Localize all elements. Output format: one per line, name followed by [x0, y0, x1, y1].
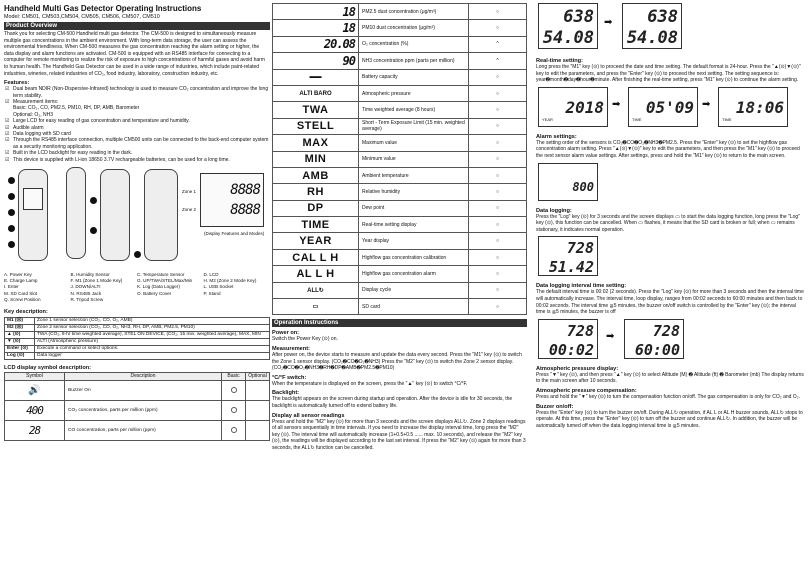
symbol-description: Real-time setting display — [359, 217, 469, 233]
feature-7: ☑ Built in the LCD backlight for easy reading in the dark. — [4, 150, 270, 156]
table-row — [273, 233, 527, 249]
legend-item: N. RS485 Jack — [70, 290, 102, 296]
key-description: Execute a command or select options. — [35, 346, 270, 353]
symbol-glyph: STELL — [296, 120, 335, 133]
feature-4: ☑ Audible alarm — [4, 125, 270, 131]
callout-dot — [8, 193, 15, 200]
symbol-cell — [273, 69, 359, 85]
column-2 — [272, 0, 527, 561]
symbol-description: Highflow gas concentration alarm — [359, 266, 469, 282]
table-row — [5, 325, 270, 332]
symbol-glyph: ALTI BARO — [299, 90, 332, 97]
optional-col-header: Optional — [246, 373, 270, 381]
symbol-glyph: YEAR — [299, 235, 332, 248]
lcd-screen — [538, 236, 598, 276]
table-row — [273, 85, 527, 101]
co-symbol — [5, 421, 65, 441]
symbol-description: NH3 concentration ppm (parts per million) — [359, 53, 469, 69]
lcd-value-top: 638 — [647, 7, 678, 27]
symbol-glyph: 18 — [342, 4, 355, 19]
lcd-value-bottom: 51.42 — [548, 258, 594, 277]
zone2-label: Zone 2 — [182, 207, 197, 213]
co-digits: 28 — [28, 424, 41, 438]
callout-dot — [8, 241, 15, 248]
symbol-glyph: AMB — [302, 169, 329, 182]
device-back — [100, 169, 130, 261]
comp-heading: Atmospheric pressure compensation: — [536, 387, 637, 394]
legend-item: I. Enter — [4, 284, 19, 290]
table-row — [5, 339, 270, 346]
key-name: M1 (Ⓜ) — [5, 318, 35, 325]
power-text: Switch the Power Key (⊙) on. — [272, 336, 338, 343]
symbol-glyph: TIME — [301, 218, 330, 231]
date-value: 05'09 — [645, 97, 694, 117]
legend-item: B. Humidity Sensor — [70, 272, 110, 278]
basic-check: ○ — [469, 184, 527, 200]
row-desc: CO₂ concentration, parts per million (ppm) — [65, 401, 222, 421]
row-desc: Buzzer On — [65, 381, 222, 401]
symbol-cell — [273, 135, 359, 151]
arrow-right-icon: ➡ — [612, 98, 621, 110]
measurement-text: After power on, the device starts to measure and update the data every second. Press the "M1" key (⊙) to switch the Zone 1 sensor display. (CO₂➋CO➋O₂➋NH3) Press the "M2" key (⊙) to switch the Zone 2 sensor display. (CO₂➋CO➋O₂➋NH3➋RH➋DP➋AMB➋PM2.5➋PM10) — [272, 352, 522, 372]
symbol-glyph: 20.08 — [323, 37, 355, 52]
lcd-screen — [622, 3, 682, 49]
table-row — [273, 184, 527, 200]
zone1-label: Zone 1 — [182, 189, 197, 195]
device-front — [18, 169, 48, 261]
realtime-text: Long press the "M1" key (⊙) to proceed the date and time setting. The default format is 24-hour. Press the "▲(⊙)▼(⊙)" key to edit the parameters, and press the "Enter" key (⊙) to proceed the next setting. The setting sequence is: year➋month➋day➋hour➋minute. After finishing the real-time setting, press "M1" key (⊙) to continue the alarm setting. — [536, 64, 801, 84]
basic-check — [222, 401, 246, 421]
legend-item: F. M1 (Zone 1 Mode Key) — [70, 278, 123, 284]
legend-item: E. Charge Lamp — [4, 278, 38, 284]
feature-5: ☑ Data logging with SD card — [4, 131, 270, 137]
lcd-value-top: 638 — [563, 7, 594, 27]
alarm-heading: Alarm settings: — [536, 133, 577, 140]
optional-cell — [246, 401, 270, 421]
symbol-glyph: TWA — [302, 104, 329, 117]
table-row — [5, 318, 270, 325]
comp-text: Press and hold the "▼" key (⊙) to turn the compensation function on/off. The gas compensation is only for CO₂ and O₂. — [536, 393, 801, 400]
symbol-cell — [273, 217, 359, 233]
feature-2: ☑ Measurement items: — [4, 99, 270, 105]
basic-check: ○ — [469, 282, 527, 298]
basic-check: ○ — [469, 85, 527, 101]
main-screen-pair — [536, 3, 806, 55]
alarm-value: 800 — [572, 179, 594, 194]
symbol-description: Maximum value — [359, 135, 469, 151]
table-row — [273, 249, 527, 265]
atm-text: Press "▼" key (⊙), and then press "▲" key (⊙) to select Altitude (M) ➋ Altitude (ft) ➋ Barometer (mb) The display returns to the main screen after 10 seconds. — [536, 371, 804, 385]
symbol-glyph: MAX — [302, 136, 329, 149]
legend-item: J. DOWN/ALTI — [70, 284, 101, 290]
symbol-description: Highflow gas concentration calibration — [359, 249, 469, 265]
symbol-glyph: AL L H — [296, 267, 335, 280]
legend-item: R. Tripod Screw — [70, 296, 104, 302]
table-row — [273, 102, 527, 118]
lcd-demo-digits-2: 8888 — [230, 202, 260, 219]
year-value: 2018 — [565, 97, 604, 117]
legend-item — [204, 297, 271, 303]
symbol-cell — [273, 184, 359, 200]
table-row — [273, 69, 527, 85]
symbol-description: Display cycle — [359, 282, 469, 298]
symbol-glyph: ▭ — [312, 304, 319, 311]
datalog-screen — [536, 236, 806, 280]
symbol-glyph: MIN — [304, 153, 327, 166]
lcd-value-bottom: 00:02 — [548, 340, 594, 359]
key-description: ALTI (Atmospheric pressure) — [35, 339, 270, 346]
feature-3: ☑ Large LCD for easy reading of gas concentration and temperature and humidity. — [4, 118, 270, 124]
table-row — [5, 332, 270, 339]
datalog-heading: Data logging: — [536, 207, 572, 214]
realtime-screens — [536, 87, 806, 131]
symbol-cell — [273, 249, 359, 265]
table-row — [5, 381, 270, 401]
key-table — [4, 317, 270, 360]
time-value: 18:06 — [735, 97, 784, 117]
feature-6: ☑ Through the RS485 interface connection, multiple CM500 units can be connected to the back-end computer system as a security monitoring application. — [4, 137, 270, 150]
optional-cell — [246, 381, 270, 401]
key-description: Zone 2 sensor selection (CO₂, CO, O₂, NH3, RH, DP, AMB, PM2.5, PM10) — [35, 325, 270, 332]
symbol-cell — [273, 118, 359, 134]
features-heading: Features: — [4, 80, 30, 87]
table-row — [273, 151, 527, 167]
backlight-text: The backlight appears on the screen during startup and operation. After the device is idle for 30 seconds, the backlight is automatically turned off to extend battery life. — [272, 396, 513, 409]
desc-col-header: Description — [65, 373, 222, 381]
symbol-description: Short - Term Exposure Limit (15 min. weighted average) — [359, 118, 469, 134]
symbol-cell — [273, 299, 359, 315]
basic-check: ○ — [469, 266, 527, 282]
basic-check: ○ — [469, 299, 527, 315]
callout-dot — [8, 177, 15, 184]
optional-mark: ^ — [469, 36, 527, 52]
arrow-right-icon: ➡ — [606, 330, 615, 342]
basic-check: ○ — [469, 135, 527, 151]
legend-item: M. SD Card Slot — [4, 290, 38, 296]
row-desc: CO concentration, parts per million (ppm) — [65, 421, 222, 441]
basic-check: ○ — [469, 102, 527, 118]
basic-check: ○ — [469, 69, 527, 85]
table-row — [273, 282, 527, 298]
callout-dot — [8, 225, 15, 232]
time-label: TIME — [722, 116, 732, 122]
basic-check: ○ — [469, 249, 527, 265]
interval-text: The default interval time is 00:02 (2 seconds). Press the "Log" key (⊙) for more than 3 seconds and then the interval time will automatically increase. The interval time, loop display, ranges from 00:02 seconds to 60:00 minutes and then back to 00:02 seconds. The interval time ≦5 minutes, the buzzer on/off switch is controlled by the "Enter" key (⊙); the interval time is ≧5 minutes, the buzzer is off — [536, 289, 804, 316]
symbol-cell — [273, 233, 359, 249]
symbol-cell — [273, 53, 359, 69]
feature-2a: Basic: CO₂, CO, PM2.5, PM10, RH, DP, AMB, Barometer — [13, 105, 140, 112]
backlight-heading: Backlight: — [272, 390, 300, 397]
optional-cell — [246, 421, 270, 441]
callout-dot — [134, 251, 141, 258]
lcd-value-top: 728 — [566, 321, 594, 340]
basic-check: ○ — [469, 4, 527, 20]
symbol-description: SD card — [359, 299, 469, 315]
lcd-value-bottom: 60:00 — [634, 340, 680, 359]
symbol-glyph: 90 — [342, 53, 355, 68]
symbol-description: Time weighted average (8 hours) — [359, 102, 469, 118]
sym-col-header: Symbol — [5, 373, 65, 381]
measurement-heading: Measurement: — [272, 346, 310, 353]
symbol-table-continued — [272, 3, 527, 315]
overview-text: Thank you for selecting CM-500 Handheld multi gas detector. The CM-500 is designed to simultaneously measure multiple gas concentrations in the ambient environment. With long-term data storage, the user can assess the environmental friendliness. When CM-500 measures the gas concentration reaching the alarm setting or higher, the data display and alarm functions are activated. CM-500 is equipped with an RS485 interface for connecting to a computer for remote monitoring to realize the risk of exposure to high concentrations of harmful gases and avoid harm to human health. The Handheld Gas Detector can be used in a wide range of industries, which include paint-related industries, wineries, related industries of CO₂, food industry, laboratory, construction industry, etc. — [4, 31, 265, 77]
cf-text: When the temperature is displayed on the screen, press the "▲" key (⊙) to switch °C/°F. — [272, 380, 468, 387]
table-row — [273, 266, 527, 282]
table-row — [273, 4, 527, 20]
legend-item: G. UP/TWA/STEL/Max/Min — [137, 278, 193, 284]
table-row — [5, 401, 270, 421]
lcd-screen-year — [538, 87, 608, 127]
symbol-description: PM10 dust concentration (μg/m³) — [359, 20, 469, 36]
optional-mark: ^ — [469, 53, 527, 69]
key-name: ▼ (⊙) — [5, 339, 35, 346]
doc-title: Handheld Multi Gas Detector Operating Instructions — [4, 4, 202, 13]
key-name: Log (⊙) — [5, 353, 35, 360]
key-desc-heading: Key description: — [4, 309, 48, 316]
basic-check: ○ — [469, 151, 527, 167]
key-description: Zone 1 sensor selection (CO₂, CO, O₂, AMB) — [35, 318, 270, 325]
table-row — [273, 299, 527, 315]
interval-heading: Data logging interval time setting: — [536, 283, 627, 290]
buzzer-heading: Buzzer on/off: — [536, 403, 574, 410]
realtime-heading: Real-time setting: — [536, 58, 583, 64]
table-row — [273, 200, 527, 216]
operation-bar: Operation Instructions — [272, 319, 527, 327]
arrow-right-icon: ➡ — [604, 17, 613, 28]
lcd-value-bottom: 54.08 — [542, 28, 594, 48]
symbol-cell — [273, 151, 359, 167]
legend-item: D. LCD — [203, 272, 219, 278]
device-side — [66, 167, 86, 259]
buzzer-text: Press the "Enter" key (⊙) to turn the buzzer on/off. During ALL↻ operation, if AL L or AL H buzzer sounds, ALL↻ stops to operate. At this time, press the "Enter" key (⊙) to turn off the buzzer and continue ALL↻. In addition, the buzzer will be automatically turned off when the data logging interval time is ≧5 minutes. — [536, 409, 803, 429]
feature-2b: Optional: O₂, NH3 — [13, 111, 54, 118]
device-illustration — [4, 167, 270, 267]
symbol-description: PM2.5 dust concentration (μg/m³) — [359, 4, 469, 20]
callout-dot — [8, 209, 15, 216]
callout-dot — [90, 197, 97, 204]
power-heading: Power on: — [272, 330, 300, 337]
table-row — [273, 167, 527, 183]
symbol-glyph: CAL L H — [292, 251, 339, 264]
symbol-cell — [273, 167, 359, 183]
symbol-glyph: 18 — [342, 21, 355, 36]
all-readings-heading: Display all sensor readings — [272, 412, 345, 419]
interval-screens — [536, 319, 806, 363]
symbol-description: Atmospheric pressure — [359, 85, 469, 101]
lcd-demo-digits: 8888 — [230, 182, 260, 199]
datalog-text: Press the "Log" key (⊙) for 3 seconds and the screen displays ▭ to start the data logging function, long press the "Log" key (⊙), this function can be cancelled. When ▭ flashes, it means that the SD card is broken or full; when ▭ remains stationary, it indicates normal operation. — [536, 213, 800, 233]
device-front-lcd — [23, 188, 43, 210]
display-features-label: (Display Features and Modes) — [204, 231, 265, 237]
basic-check: ○ — [469, 233, 527, 249]
legend-item: K. Log (Data Logger) — [137, 284, 180, 290]
key-description: Data logger — [35, 353, 270, 360]
callout-dot — [90, 227, 97, 234]
key-name: Enter (⊙) — [5, 346, 35, 353]
model-line: Model: CM501, CM503,CM504, CM505, CM506, CM507, CM510 — [4, 14, 160, 20]
symbol-table — [4, 372, 270, 441]
lcd-screen-time — [718, 87, 788, 127]
basic-check: ○ — [469, 167, 527, 183]
legend-item: L. USB Socket — [203, 284, 234, 290]
key-name: M2 (Ⓜ) — [5, 325, 35, 332]
device-open — [144, 169, 178, 261]
lcd-value-bottom: 54.08 — [626, 28, 678, 48]
legend-item: C. Temperature Sensor — [137, 272, 185, 278]
basic-check — [222, 381, 246, 401]
symbol-glyph: ▬▬ — [309, 74, 322, 81]
table-row — [5, 346, 270, 353]
table-row — [273, 36, 527, 52]
lcd-screen — [538, 319, 598, 359]
lcd-screen — [624, 319, 684, 359]
column-1 — [4, 0, 270, 561]
basic-col-header: Basic — [222, 373, 246, 381]
legend-item: A. Power Key — [4, 272, 32, 278]
symbol-cell — [273, 102, 359, 118]
feature-8: ☑ This device is supplied with Li-ion 18650 3.7V rechargeable batteries, can be used for a long time. — [4, 157, 270, 163]
legend-item: O. Battery Cover — [137, 290, 172, 296]
symbol-cell — [273, 282, 359, 298]
alarm-screen — [536, 163, 806, 205]
symbol-cell — [273, 36, 359, 52]
table-row — [273, 135, 527, 151]
basic-check — [222, 421, 246, 441]
alarm-text: The setting order of the sensors is CO₂➋CO➋O₂➋NH3➋PM2.5. Press the "Enter" key (⊙) to set the highflow gas concentration alarm setting. Press "▲(⊙)▼(⊙)" key to edit the parameters, and then press the "M1" key (⊙) to proceed the next sensor alarm value settings. After settings, press and hold the "M1" key (⊙) to return to the main screen. — [536, 139, 800, 159]
symbol-description: Ambient temperature — [359, 167, 469, 183]
basic-check: ○ — [469, 200, 527, 216]
cf-heading: °C/°F switch: — [272, 374, 307, 381]
symbol-glyph: ALL↻ — [307, 287, 324, 294]
legend-item: Q. Screw Position — [4, 296, 41, 302]
symbol-description: Relative humidity — [359, 184, 469, 200]
symbol-description: Minimum value — [359, 151, 469, 167]
lcd-symbol-heading: LCD display symbol description: — [4, 365, 92, 372]
table-row — [273, 118, 527, 134]
lcd-value-top: 728 — [566, 239, 594, 258]
symbol-description: O₂ concentration (%) — [359, 36, 469, 52]
symbol-glyph: DP — [307, 202, 324, 215]
lcd-screen — [538, 163, 598, 201]
display-features-lcd — [200, 173, 264, 227]
table-row — [5, 353, 270, 360]
table-row — [5, 421, 270, 441]
symbol-cell — [273, 4, 359, 20]
lcd-screen-date — [628, 87, 698, 127]
symbol-description: Year display — [359, 233, 469, 249]
table-row — [273, 217, 527, 233]
key-description: TWA (CO₂, 8-hr time weighted average), STEL ON DEVICE, (CO₂, 15 min. weighted average), MAX, MIN — [35, 332, 270, 339]
year-label: YEAR — [542, 116, 553, 122]
buzzer-icon: 🔊 — [5, 381, 65, 401]
all-readings-text: Press and hold the "M2" key (⊙) for more than 3 seconds and the screen displays ALL↻. Zone 2 displays readings of all sensors sequentially in time intervals. If you need to increase the display interval time, long press the "M2" key (⊙). The interval time will automatically increase (1+0.5+0.5 ...... max. 10 seconds), and release the "M2" key (⊙), the readings will be displayed according to the last set interval. If press the "M2" key (⊙) again for more than 3 seconds, the ALL↻ function can be cancelled. — [272, 418, 526, 451]
basic-check: ○ — [469, 118, 527, 134]
atm-heading: Atmospheric pressure display: — [536, 365, 619, 372]
lcd-screen — [538, 3, 598, 49]
basic-check: ○ — [469, 20, 527, 36]
lcd-value-top: 728 — [652, 321, 680, 340]
feature-1: ☑ Dual beam NDIR (Non-Dispersive-Infrared) technology is used to measure CO₂ concentration and improve the long term stability. — [4, 86, 270, 99]
table-row — [273, 53, 527, 69]
symbol-cell — [273, 200, 359, 216]
co2-symbol — [5, 401, 65, 421]
column-3 — [536, 0, 806, 561]
legend-item: H. M2 (Zone 2 Mode Key) — [203, 278, 257, 284]
symbol-description: Battery capacity — [359, 69, 469, 85]
symbol-glyph: RH — [307, 185, 324, 198]
date-label: TIME — [632, 116, 642, 122]
parts-legend — [4, 272, 270, 303]
legend-item: P. Stand — [203, 290, 221, 296]
table-row — [273, 20, 527, 36]
co2-digits: 400 — [26, 404, 43, 418]
arrow-right-icon: ➡ — [702, 98, 711, 110]
key-name: ▲ (⊙) — [5, 332, 35, 339]
symbol-cell — [273, 85, 359, 101]
symbol-cell — [273, 20, 359, 36]
overview-bar: Product Overview — [4, 22, 270, 30]
symbol-cell — [273, 266, 359, 282]
basic-check: ○ — [469, 217, 527, 233]
legend-item — [137, 297, 204, 303]
symbol-description: Dew point — [359, 200, 469, 216]
